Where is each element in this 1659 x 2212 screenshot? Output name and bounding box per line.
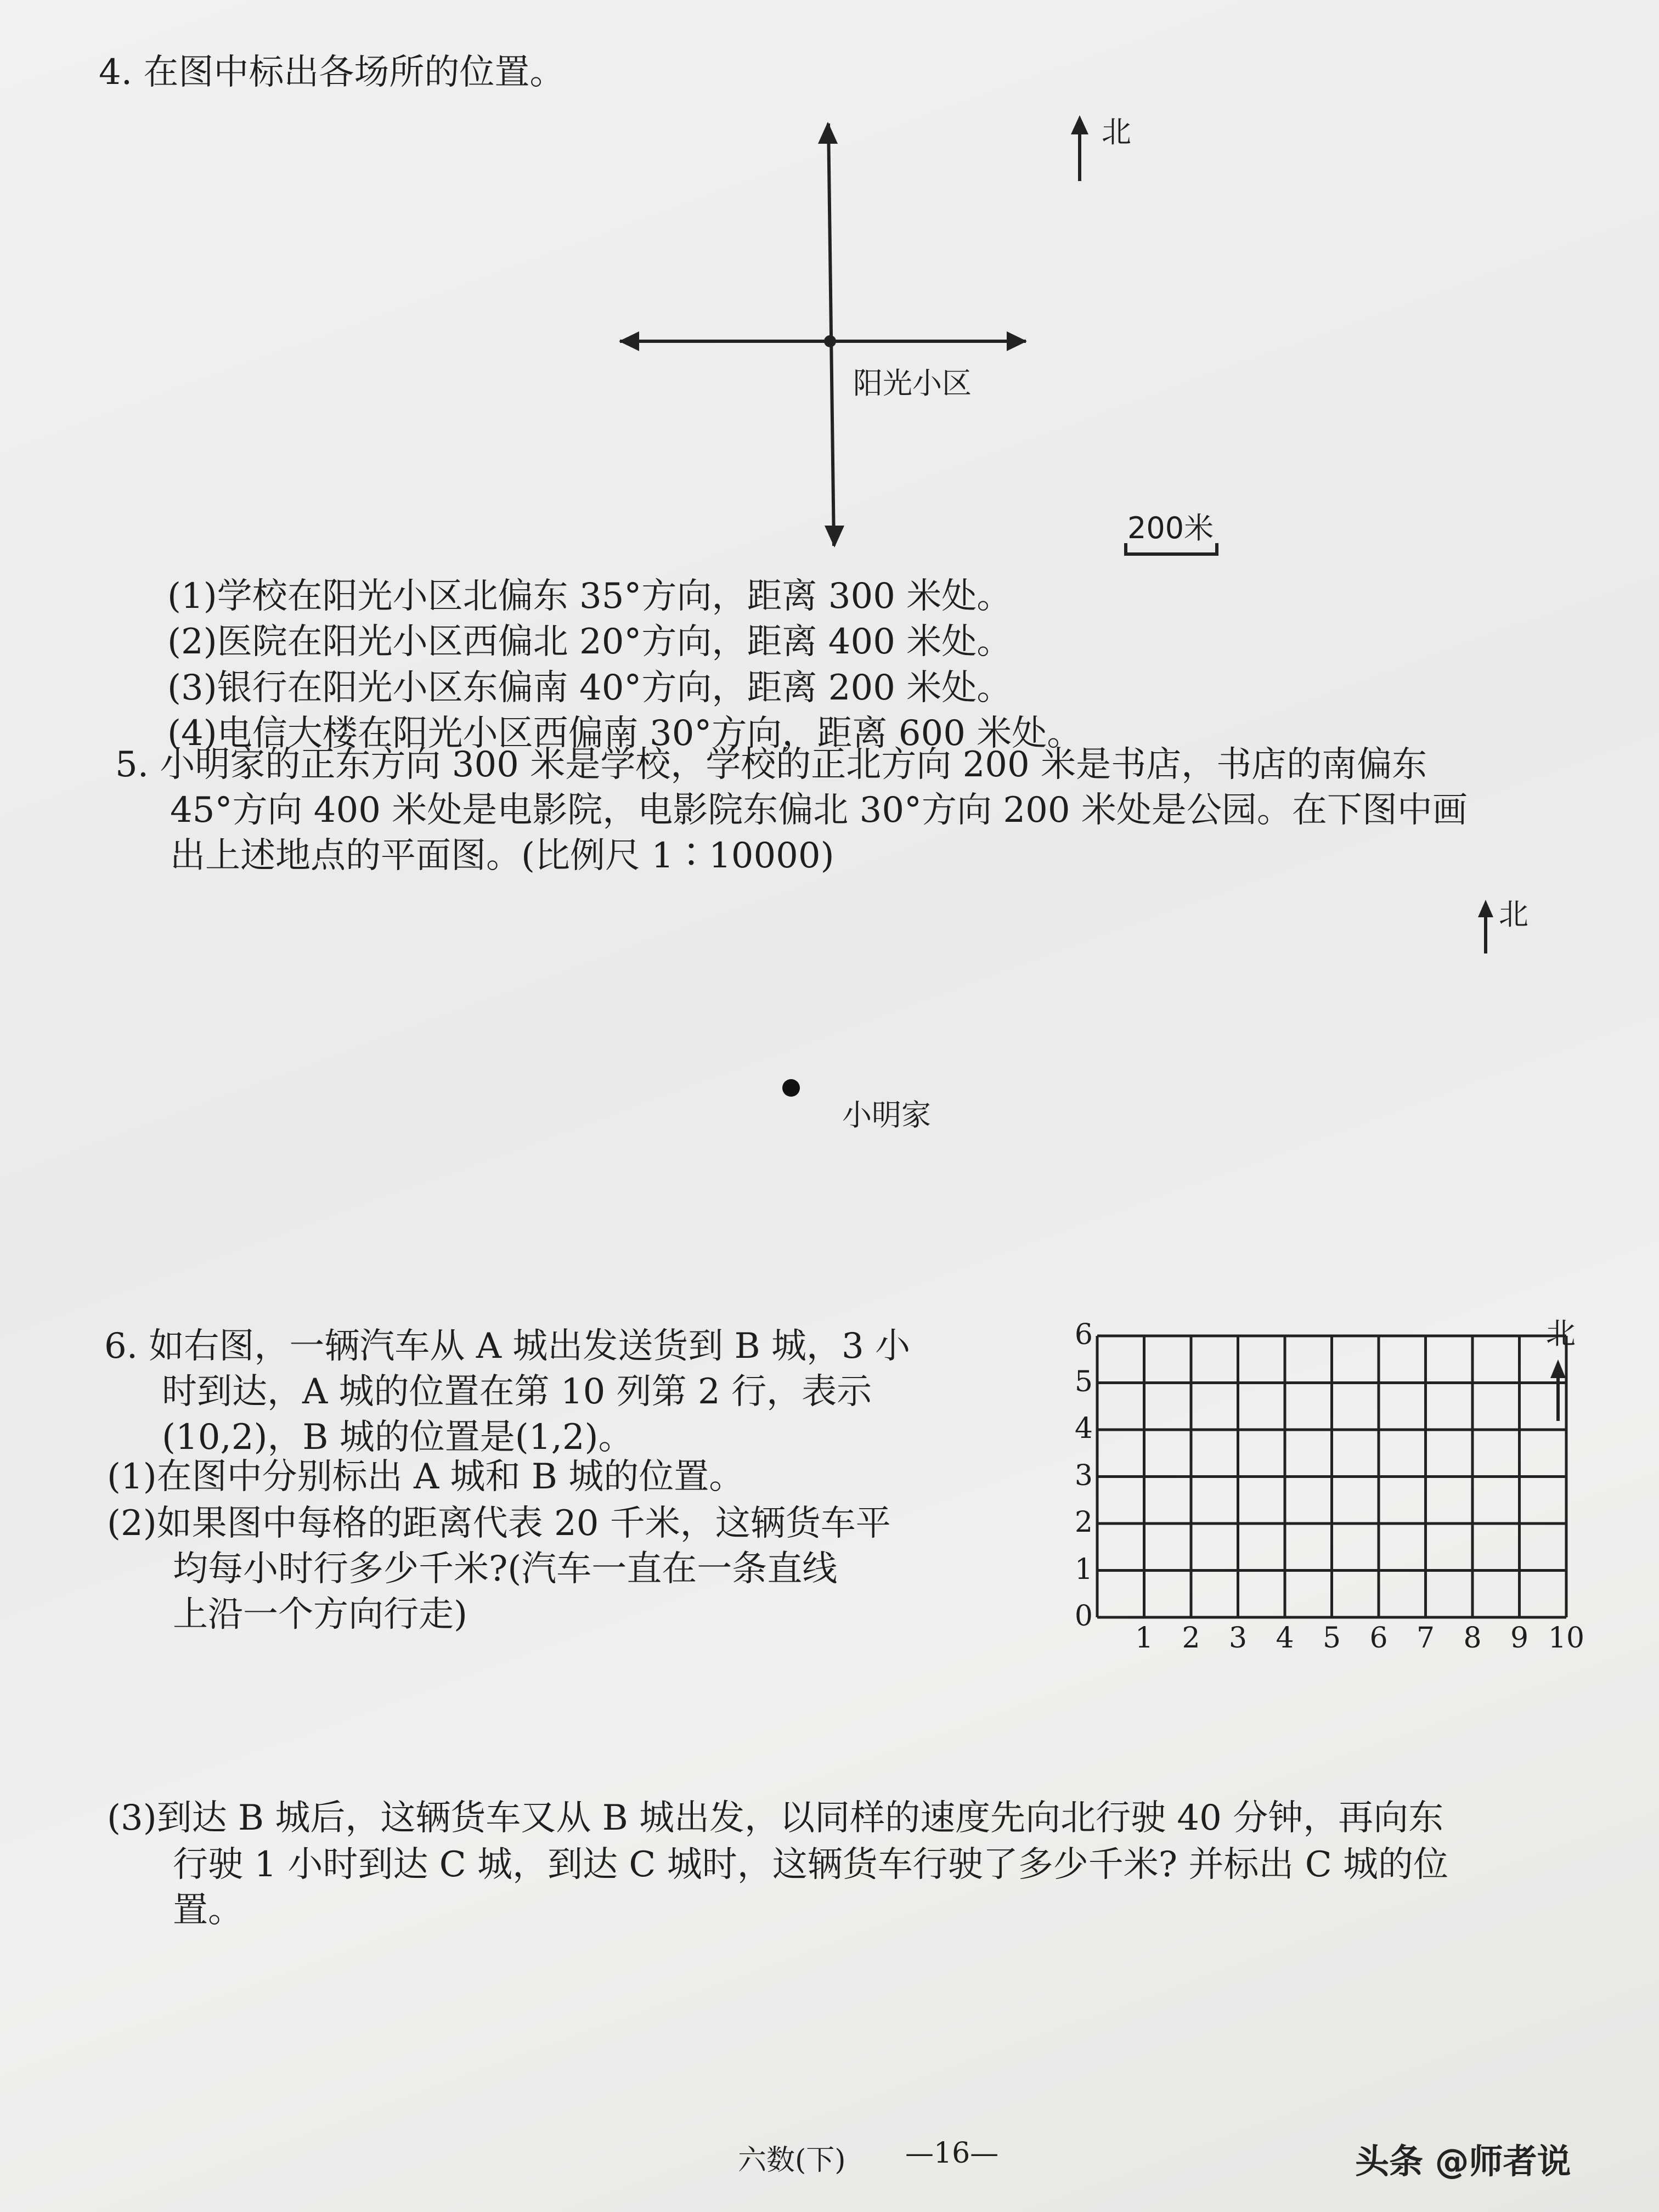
q6-north-indicator-head <box>1550 1359 1566 1378</box>
q6-sub1: (1)在图中分别标出 A 城和 B 城的位置。 <box>107 1457 744 1497</box>
grid-x-label: 1 <box>1135 1622 1154 1655</box>
q4-east-arrowhead <box>1007 331 1027 351</box>
grid-y-label: 3 <box>1074 1459 1093 1492</box>
grid-x-label: 6 <box>1369 1622 1388 1655</box>
grid-y-label: 2 <box>1074 1506 1093 1539</box>
grid-x-label: 10 <box>1548 1622 1585 1655</box>
q4-item-3: (3)银行在阳光小区东偏南 40°方向，距离 200 米处。 <box>167 668 1012 708</box>
q6-sub2-line-2: 均每小时行多少千米?(汽车一直在一条直线 <box>173 1549 838 1589</box>
grid-x-label: 8 <box>1463 1622 1482 1655</box>
grid-y-label: 5 <box>1074 1365 1093 1398</box>
q5-line-2: 45°方向 400 米处是电影院，电影院东偏北 30°方向 200 米处是公园。在下图中画 <box>170 790 1468 831</box>
watermark: 头条 @师者说 <box>1355 2141 1571 2181</box>
q5-home-dot <box>782 1079 800 1097</box>
q5-home-label: 小明家 <box>842 1098 931 1132</box>
q4-item-2: (2)医院在阳光小区西偏北 20°方向，距离 400 米处。 <box>167 622 1012 662</box>
q6-north-label: 北 <box>1546 1316 1576 1351</box>
grid-x-label: 7 <box>1416 1622 1435 1655</box>
q6-line-3: (10,2)，B 城的位置是(1,2)。 <box>162 1417 634 1458</box>
grid-x-label: 5 <box>1322 1622 1341 1655</box>
q6-sub2-line-3: 上沿一个方向行走) <box>173 1594 467 1635</box>
grid-x-label: 9 <box>1510 1622 1529 1655</box>
q6-line-1: 6. 如右图，一辆汽车从 A 城出发送货到 B 城，3 小 <box>104 1326 911 1367</box>
footer-book: 六数(下) <box>738 2144 846 2177</box>
q6-sub3-line-2: 行驶 1 小时到达 C 城，到达 C 城时，这辆货车行驶了多少千米? 并标出 C 城的位 <box>173 1844 1449 1885</box>
grid-x-label: 4 <box>1276 1622 1294 1655</box>
grid-y-label: 4 <box>1074 1412 1093 1445</box>
q6-grid <box>1097 1336 1566 1617</box>
grid-y-label: 1 <box>1074 1553 1093 1586</box>
grid-x-label: 2 <box>1182 1622 1200 1655</box>
q4-scale-label: 200米 <box>1127 511 1214 545</box>
q6-line-2: 时到达，A 城的位置在第 10 列第 2 行，表示 <box>162 1372 872 1412</box>
grid-y-label: 0 <box>1074 1600 1093 1633</box>
q4-south-arrowhead <box>825 526 844 548</box>
q4-ns-axis <box>828 123 834 546</box>
q4-title: 4. 在图中标出各场所的位置。 <box>99 52 565 93</box>
q5-line-3: 出上述地点的平面图。(比例尺 1∶10000) <box>170 836 834 876</box>
q4-item-1: (1)学校在阳光小区北偏东 35°方向，距离 300 米处。 <box>167 576 1012 617</box>
q6-sub3-line-3: 置。 <box>173 1890 243 1931</box>
q4-center-label: 阳光小区 <box>853 366 972 400</box>
q4-center-dot <box>824 335 836 347</box>
grid-y-label: 6 <box>1074 1318 1093 1351</box>
q5-north-indicator-head <box>1478 900 1493 917</box>
q4-north-label: 北 <box>1102 115 1131 149</box>
q4-north-indicator-head <box>1071 115 1088 134</box>
grid-x-label: 3 <box>1228 1622 1248 1655</box>
q6-sub3-line-1: (3)到达 B 城后，这辆货车又从 B 城出发，以同样的速度先向北行驶 40 分钟，再向东 <box>107 1798 1444 1838</box>
q6-sub2-line-1: (2)如果图中每格的距离代表 20 千米，这辆货车平 <box>107 1503 891 1544</box>
q4-west-arrowhead <box>619 331 639 351</box>
footer-page: —16— <box>905 2137 999 2170</box>
q4-north-arrowhead <box>818 122 838 144</box>
q4-item-4: (4)电信大楼在阳光小区西偏南 30°方向，距离 600 米处。 <box>167 713 1082 754</box>
q5-north-label: 北 <box>1499 897 1528 932</box>
q5-line-1: 5. 小明家的正东方向 300 米是学校，学校的正北方向 200 米是书店，书店的南偏东 <box>115 744 1427 785</box>
